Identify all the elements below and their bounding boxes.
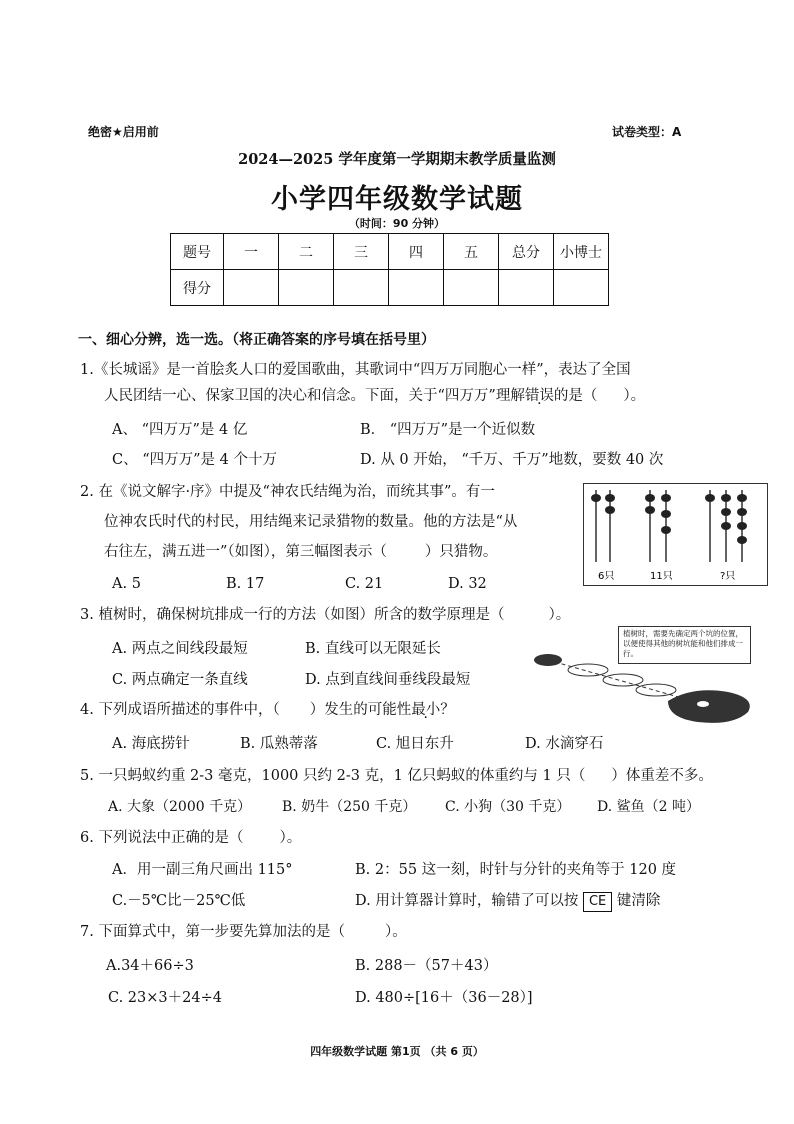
score-cell[interactable] bbox=[224, 270, 279, 306]
q2-line3-text: 右往左，满五进一”（如图），第三幅图表示（ bbox=[104, 544, 387, 560]
q7-option-a[interactable]: A.34＋66÷3 bbox=[106, 958, 194, 974]
q1-line2-text: 人民团结一心、保家卫国的决心和信念。下面，关于“四万万”理解 bbox=[104, 388, 525, 404]
q1-line2-text-end: 的是（ bbox=[553, 388, 598, 404]
exam-time: （时间：90 分钟） bbox=[348, 217, 446, 230]
q5-line1-close: ）体重差不多。 bbox=[611, 768, 713, 784]
q7-option-b[interactable]: B. 288－（57＋43） bbox=[355, 958, 498, 974]
q7-line1-text: 7. 下面算式中，第一步要先算加法的是（ bbox=[80, 924, 345, 940]
q6-option-d[interactable] bbox=[355, 891, 660, 912]
paper-type-label: 试卷类型：A bbox=[612, 125, 682, 139]
q3-option-b[interactable]: B. 直线可以无限延长 bbox=[305, 641, 441, 657]
q6-line1-close: ）。 bbox=[279, 830, 302, 846]
q7-line1-close: ）。 bbox=[384, 924, 407, 940]
q2-line3-close: ）只猎物。 bbox=[424, 544, 498, 560]
score-table-header-row bbox=[171, 234, 609, 270]
q7-option-d[interactable]: D. 480÷[16＋（36－28）] bbox=[355, 990, 533, 1006]
q7-line1 bbox=[80, 922, 407, 942]
exam-subtitle: 2024—2025 学年度第一学期期末教学质量监测 bbox=[238, 151, 556, 168]
q3-option-c[interactable]: C. 两点确定一条直线 bbox=[112, 672, 248, 688]
score-cell[interactable] bbox=[444, 270, 499, 306]
q1-line1: 1.《长城谣》是一首脍炙人口的爱国歌曲，其歌词中“四万万同胞心一样”，表达了全国 bbox=[80, 362, 631, 378]
q3-line1 bbox=[80, 605, 570, 625]
q1-line2 bbox=[104, 386, 645, 406]
q4-line1-mid: ）发生的可能性 bbox=[309, 702, 412, 718]
q4-line1 bbox=[80, 700, 455, 720]
q1-option-c[interactable]: C、 “四万万”是 4 个十万 bbox=[112, 452, 277, 468]
q6-line1-text: 6. 下列说法中正确的是（ bbox=[80, 830, 244, 846]
ce-key-icon: CE bbox=[583, 892, 612, 912]
q1-option-a[interactable]: A、 “四万万”是 4 亿 bbox=[112, 422, 248, 438]
q5-option-d[interactable]: D. 鲨鱼（2 吨） bbox=[597, 799, 700, 815]
exam-title: 小学四年级数学试题 bbox=[271, 184, 523, 215]
q5-option-a[interactable]: A. 大象（2000 千克） bbox=[108, 799, 252, 815]
score-header-cell: 小博士 bbox=[554, 234, 609, 270]
q4-line1-text: 4. 下列成语所描述的事件中，（ bbox=[80, 702, 280, 718]
q6-option-a[interactable]: A．用一副三角尺画出 115° bbox=[112, 862, 293, 878]
q4-emphasis: 最小 bbox=[411, 702, 441, 718]
q3-option-d[interactable]: D. 点到直线间垂线段最短 bbox=[305, 672, 471, 688]
q2-line1: 2. 在《说文解字·序》中提及“神农氏结绳为治，而统其事”。有一 bbox=[80, 484, 495, 500]
score-header-cell: 一 bbox=[224, 234, 279, 270]
score-header-cell: 四 bbox=[389, 234, 444, 270]
q2-option-d[interactable]: D. 32 bbox=[448, 576, 487, 592]
q6-option-b[interactable]: B. 2：55 这一刻，时针与分针的夹角等于 120 度 bbox=[355, 862, 677, 878]
q6-option-c[interactable]: C.－5℃比－25℃低 bbox=[112, 893, 246, 909]
knot-rope-illustration bbox=[584, 484, 767, 585]
knot-label-1: 6只 bbox=[598, 571, 615, 582]
q4-line1-end: ？ bbox=[440, 702, 455, 718]
knot-rope-figure bbox=[583, 483, 768, 586]
knot-label-3: ?只 bbox=[720, 571, 736, 582]
q3-line1-text: 3. 植树时，确保树坑排成一行的方法（如图）所含的数学原理是（ bbox=[80, 607, 505, 623]
q5-line1 bbox=[80, 766, 713, 786]
score-table-score-row bbox=[171, 270, 609, 306]
section-1-heading: 一、细心分辨，选一选。（将正确答案的序号填在括号里） bbox=[78, 332, 435, 348]
q6-option-d-text: D. 用计算器计算时，输错了可以按 bbox=[355, 893, 579, 909]
knot-label-2: 11只 bbox=[650, 571, 673, 582]
score-cell[interactable] bbox=[499, 270, 554, 306]
q7-option-c[interactable]: C. 23×3＋24÷4 bbox=[108, 990, 222, 1006]
q1-line2-close: ）。 bbox=[623, 388, 646, 404]
score-cell[interactable] bbox=[554, 270, 609, 306]
score-header-cell: 题号 bbox=[171, 234, 224, 270]
q4-option-b[interactable]: B. 瓜熟蒂落 bbox=[240, 736, 318, 752]
q6-option-d-end: 键清除 bbox=[616, 893, 661, 909]
page-footer: 四年级数学试题 第1页 （共 6 页） bbox=[310, 1045, 484, 1058]
q2-option-a[interactable]: A. 5 bbox=[112, 576, 141, 592]
score-header-cell: 三 bbox=[334, 234, 389, 270]
score-header-cell: 二 bbox=[279, 234, 334, 270]
q2-line3 bbox=[104, 542, 497, 562]
score-table bbox=[170, 233, 609, 306]
q2-line2: 位神农氏时代的村民，用结绳来记录猎物的数量。他的方法是“从 bbox=[104, 514, 518, 530]
score-header-cell: 五 bbox=[444, 234, 499, 270]
q1-emphasis: 错误 bbox=[524, 388, 554, 404]
q4-option-a[interactable]: A. 海底捞针 bbox=[112, 736, 190, 752]
score-header-cell: 总分 bbox=[499, 234, 554, 270]
q2-option-b[interactable]: B. 17 bbox=[226, 576, 265, 592]
q2-option-c[interactable]: C. 21 bbox=[345, 576, 384, 592]
score-cell[interactable] bbox=[334, 270, 389, 306]
q5-option-c[interactable]: C. 小狗（30 千克） bbox=[445, 799, 571, 815]
q3-option-a[interactable]: A. 两点之间线段最短 bbox=[112, 641, 248, 657]
confidential-label: 绝密★启用前 bbox=[88, 125, 159, 139]
q4-option-c[interactable]: C. 旭日东升 bbox=[376, 736, 454, 752]
q4-option-d[interactable]: D. 水滴穿石 bbox=[525, 736, 604, 752]
tree-planting-note: 植树时，需要先确定两个坑的位置，以便使得其他的树坑能和他们排成一行。 bbox=[618, 626, 751, 664]
tree-planting-illustration bbox=[528, 646, 758, 732]
q1-option-d[interactable]: D. 从 0 开始， “千万、千万”地数，要数 40 次 bbox=[360, 452, 664, 468]
score-cell[interactable] bbox=[389, 270, 444, 306]
score-row-label: 得分 bbox=[171, 270, 224, 306]
q6-line1 bbox=[80, 828, 301, 848]
q5-option-b[interactable]: B. 奶牛（250 千克） bbox=[282, 799, 417, 815]
q5-line1-text: 5. 一只蚂蚁约重 2-3 毫克，1000 只约 2-3 克，1 亿只蚂蚁的体重约与 1 只（ bbox=[80, 768, 586, 784]
q1-option-b[interactable]: B． “四万万”是一个近似数 bbox=[360, 422, 536, 438]
score-cell[interactable] bbox=[279, 270, 334, 306]
q3-line1-close: ）。 bbox=[548, 607, 571, 623]
